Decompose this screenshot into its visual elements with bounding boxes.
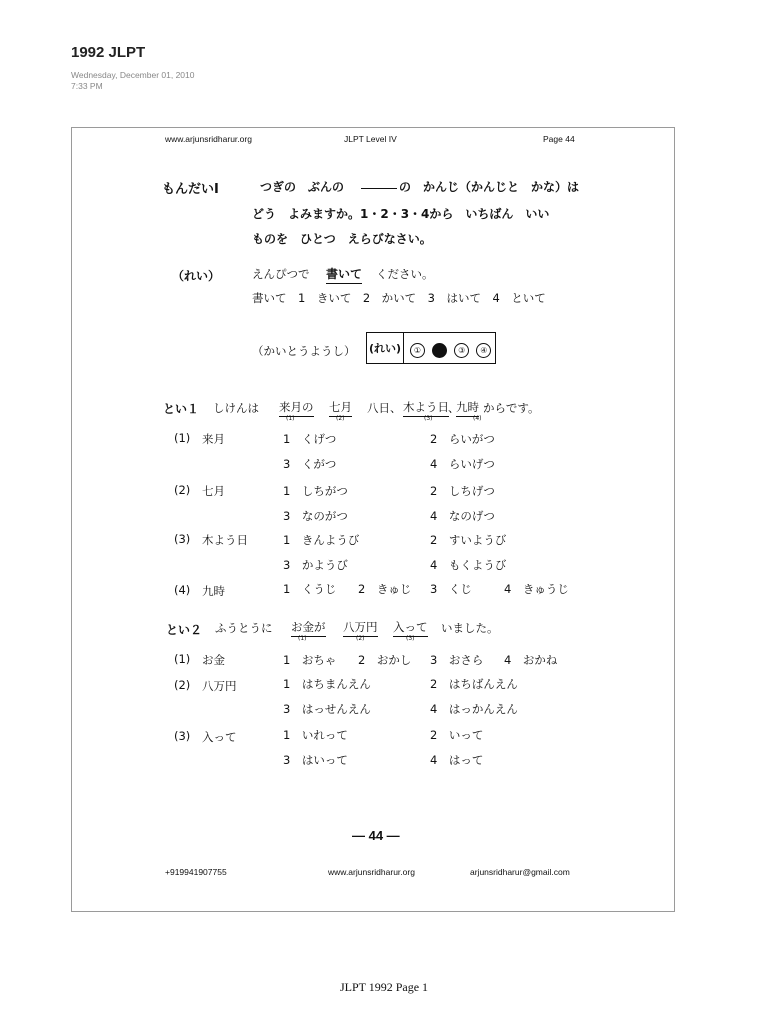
q1-text-4: からです。 (483, 401, 540, 415)
q1-word-4: 九時 (456, 399, 479, 417)
q2-index-1: (1) (298, 635, 307, 642)
answer-box-divider (403, 333, 404, 363)
q1-item-word: 木よう日 (202, 533, 248, 547)
q2-word-1: お金が (291, 619, 326, 637)
q1-choice-1: 1 くうじ (283, 582, 337, 596)
q2-choice-3: 3 おさら (430, 653, 484, 667)
note-time: 7:33 PM (71, 81, 103, 91)
q1-choice-2: 2 らいがつ (430, 432, 495, 446)
blank-underline (361, 188, 397, 189)
q1-choice-4: 4 きゅうじ (504, 582, 569, 596)
q2-choice-1: 1 はちまんえん (283, 677, 371, 691)
q2-choice-1: 1 いれって (283, 728, 348, 742)
q2-word-3: 入って (393, 619, 428, 637)
mondai-line3: ものを ひとつ えらびなさい。 (252, 232, 432, 246)
q1-index-2: (2) (336, 415, 345, 422)
q1-choice-3: 3 かようび (283, 558, 348, 572)
example-sentence-a: えんぴつで (252, 267, 310, 281)
q2-choice-3: 3 はっせんえん (283, 702, 371, 716)
q2-text-2: いました。 (441, 621, 499, 635)
q1-choice-3: 3 くじ (430, 582, 472, 596)
q1-item-word: 七月 (202, 484, 225, 498)
q1-item-word: 九時 (202, 584, 225, 598)
q1-choice-2: 2 しちげつ (430, 484, 495, 498)
q2-choice-4: 4 はっかんえん (430, 702, 518, 716)
q1-item-number: (3) (174, 532, 191, 546)
q1-index-4: (4) (473, 415, 482, 422)
q1-text-1: しけんは (213, 401, 259, 415)
q2-item-number: (3) (174, 729, 191, 743)
example-label: （れい） (172, 269, 221, 283)
scan-footer-email: arjunsridharur@gmail.com (470, 867, 570, 877)
q2-choice-4: 4 おかね (504, 653, 558, 667)
q1-index-1: (1) (286, 415, 295, 422)
q1-choice-4: 4 らいげつ (430, 457, 495, 471)
q2-choice-1: 1 おちゃ (283, 653, 337, 667)
note-date: Wednesday, December 01, 2010 (71, 70, 195, 80)
q1-choice-4: 4 もくようび (430, 558, 507, 572)
scanned-page (71, 127, 675, 912)
q2-item-word: 入って (202, 730, 237, 744)
example-sentence-b: ください。 (376, 267, 434, 281)
bubble-1: ① (410, 343, 425, 358)
scan-header-site: www.arjunsridharur.org (165, 134, 252, 144)
q2-index-3: (3) (406, 635, 415, 642)
q1-choice-1: 1 くげつ (283, 432, 337, 446)
q1-choice-3: 3 くがつ (283, 457, 337, 471)
answer-box-label: (れい) (369, 342, 402, 355)
q2-item-word: 八万円 (202, 679, 237, 693)
q1-item-word: 来月 (202, 432, 225, 446)
q2-choice-2: 2 おかし (358, 653, 412, 667)
q1-choice-2: 2 きゅじ (358, 582, 412, 596)
example-sentence-word: 書いて (326, 265, 362, 284)
q1-index-3: (3) (424, 415, 433, 422)
q2-choice-2: 2 はちばんえん (430, 677, 518, 691)
scan-header-page: Page 44 (543, 134, 575, 144)
bubble-3: ③ (454, 343, 469, 358)
q2-item-number: (1) (174, 652, 191, 666)
q2-index-2: (2) (356, 635, 365, 642)
mondai-line1a: つぎの ぶんの (260, 180, 345, 194)
q2-choice-2: 2 いって (430, 728, 484, 742)
mondai-line2: どう よみますか。1・2・3・4から いちばん いい (252, 207, 550, 221)
q2-choice-3: 3 はいって (283, 753, 348, 767)
mondai-line1b: の かんじ（かんじと かな）は (399, 180, 580, 194)
q1-item-number: (1) (174, 431, 191, 445)
q1-item-number: (2) (174, 483, 191, 497)
q1-word-1: 来月の (279, 399, 314, 417)
q1-word-3: 木よう日 (403, 399, 449, 417)
q1-choice-4: 4 なのげつ (430, 509, 495, 523)
q1-choice-1: 1 しちがつ (283, 484, 348, 498)
q2-word-2: 八万円 (343, 619, 378, 637)
q2-text-1: ふうとうに (215, 621, 273, 635)
q1-label: とい１ (163, 402, 200, 416)
example-choices: 書いて 1 きいて 2 かいて 3 はいて 4 といて (252, 291, 546, 305)
page-footer: JLPT 1992 Page 1 (339, 980, 429, 994)
q2-item-number: (2) (174, 678, 191, 692)
answer-sheet-box (366, 332, 496, 364)
q1-choice-2: 2 すいようび (430, 533, 507, 547)
q1-choice-1: 1 きんようび (283, 533, 360, 547)
q1-text-3: 、 (448, 401, 460, 415)
q1-item-number: (4) (174, 583, 191, 597)
bubble-4: ④ (476, 343, 491, 358)
answer-sheet-label: （かいとうようし） (252, 344, 356, 358)
bubble-2-filled: ● (432, 343, 447, 358)
q2-item-word: お金 (202, 653, 225, 667)
q2-choice-4: 4 はって (430, 753, 484, 767)
mondai-label: もんだいⅠ (162, 182, 219, 197)
answer-bubbles (409, 340, 492, 359)
note-title: 1992 JLPT (71, 44, 146, 61)
scan-footer-site: www.arjunsridharur.org (328, 867, 415, 877)
scan-page-number: — 44 — (352, 828, 400, 843)
scan-footer-phone: +919941907755 (165, 867, 227, 877)
scan-header-level: JLPT Level IV (344, 134, 397, 144)
q1-word-2: 七月 (329, 399, 352, 417)
q2-label: とい２ (166, 623, 203, 637)
q1-text-2: 八日、 (367, 401, 402, 415)
q1-choice-3: 3 なのがつ (283, 509, 348, 523)
